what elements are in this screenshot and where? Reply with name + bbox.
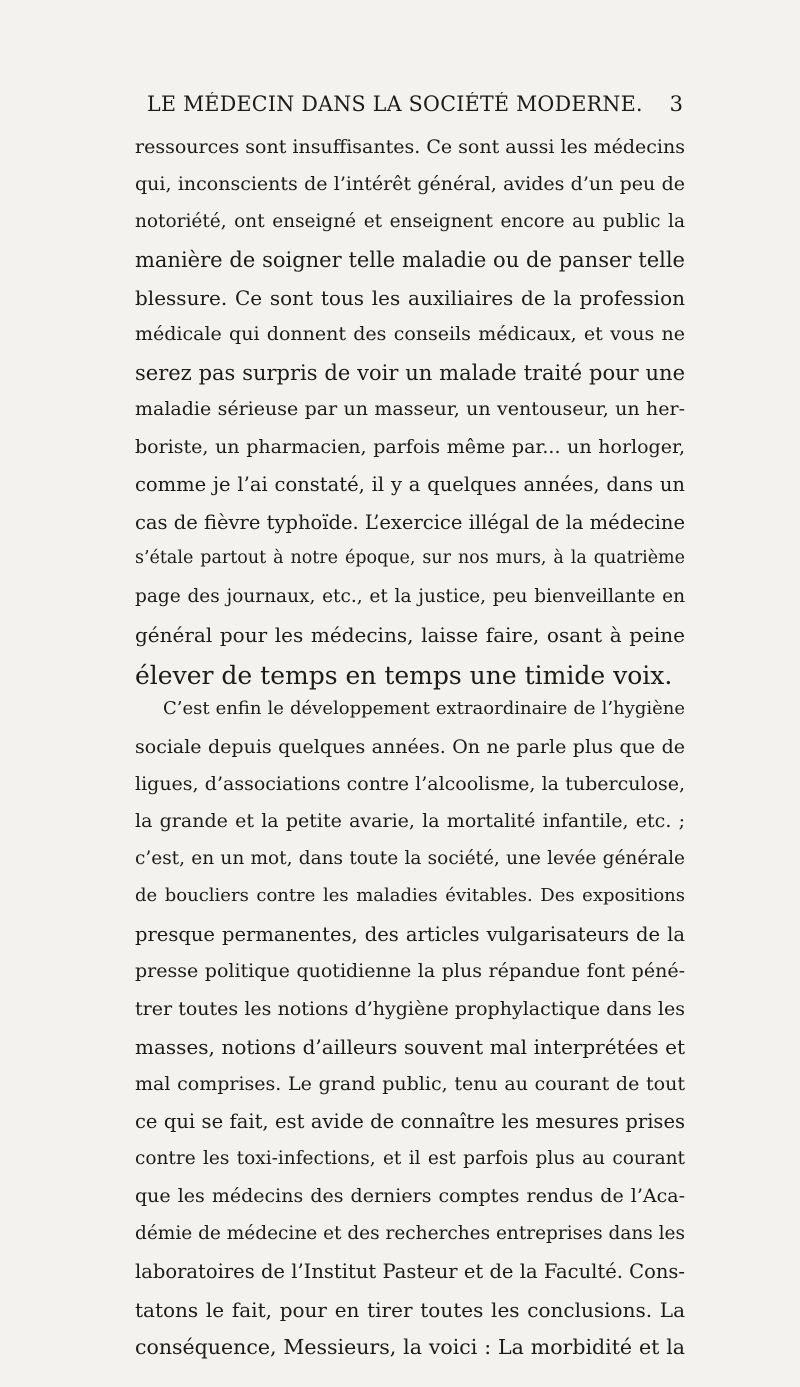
text-line: de boucliers contre les maladies évitables. Des expositions (135, 885, 685, 906)
text-line: manière de soigner telle maladie ou de panser telle (135, 248, 685, 272)
text-line: ce qui se fait, est avide de connaître les mesures prises (135, 1110, 685, 1133)
text-line: presque permanentes, des articles vulgarisateurs de la (135, 923, 685, 946)
text-line: ligues, d’associations contre l’alcoolisme, la tuberculose, (135, 773, 685, 795)
text-line: que les médecins des derniers comptes rendus de l’Aca- (135, 1185, 685, 1207)
text-line: démie de médecine et des recherches entreprises dans les (135, 1223, 685, 1244)
text-line: boriste, un pharmacien, parfois même par... un horloger, (135, 436, 685, 458)
text-line: ressources sont insuffisantes. Ce sont aussi les médecins (135, 136, 685, 158)
text-line: notoriété, ont enseigné et enseignent encore au public la (135, 211, 685, 232)
text-line: masses, notions d’ailleurs souvent mal interprétées et (135, 1035, 685, 1059)
text-line: général pour les médecins, laisse faire, osant à peine (135, 623, 685, 647)
text-line: cas de fièvre typhoïde. L’exercice illégal de la médecine (135, 511, 685, 534)
text-line: serez pas surpris de voir un malade traité pour une (135, 361, 685, 385)
text-line: trer toutes les notions d’hygiène prophylactique dans les (135, 998, 685, 1020)
text-line: sociale depuis quelques années. On ne parle plus que de (135, 736, 685, 758)
running-title: LE MÉDECIN DANS LA SOCIÉTÉ MODERNE. (147, 92, 643, 116)
text-line: C’est enfin le développement extraordinaire de l’hygiène (163, 698, 685, 719)
text-line: qui, inconscients de l’intérêt général, avides d’un peu de (135, 173, 685, 195)
page-number: 3 (669, 92, 683, 116)
text-line: maladie sérieuse par un masseur, un ventouseur, un her- (135, 398, 685, 420)
text-line: élever de temps en temps une timide voix. (135, 661, 673, 690)
text-line: s’étale partout à notre époque, sur nos murs, à la quatrième (135, 548, 685, 568)
text-line: presse politique quotidienne la plus répandue font péné- (135, 960, 685, 982)
text-line: médicale qui donnent des conseils médicaux, et vous ne (135, 323, 685, 345)
text-line: tatons le fait, pour en tirer toutes les conclusions. La (135, 1298, 685, 1322)
text-line: c’est, en un mot, dans toute la société, une levée générale (135, 848, 685, 869)
text-line: comme je l’ai constaté, il y a quelques années, dans un (135, 473, 685, 496)
text-line: mal comprises. Le grand public, tenu au courant de tout (135, 1073, 685, 1095)
text-line: la grande et la petite avarie, la mortalité infantile, etc. ; (135, 810, 685, 832)
text-line: conséquence, Messieurs, la voici : La morbidité et la (135, 1335, 685, 1359)
text-line: page des journaux, etc., et la justice, peu bienveillante en (135, 586, 685, 607)
text-line: blessure. Ce sont tous les auxiliaires de la profession (135, 286, 685, 310)
text-line: contre les toxi-infections, et il est parfois plus au courant (135, 1148, 685, 1169)
text-line: laboratoires de l’Institut Pasteur et de la Faculté. Cons- (135, 1260, 685, 1283)
